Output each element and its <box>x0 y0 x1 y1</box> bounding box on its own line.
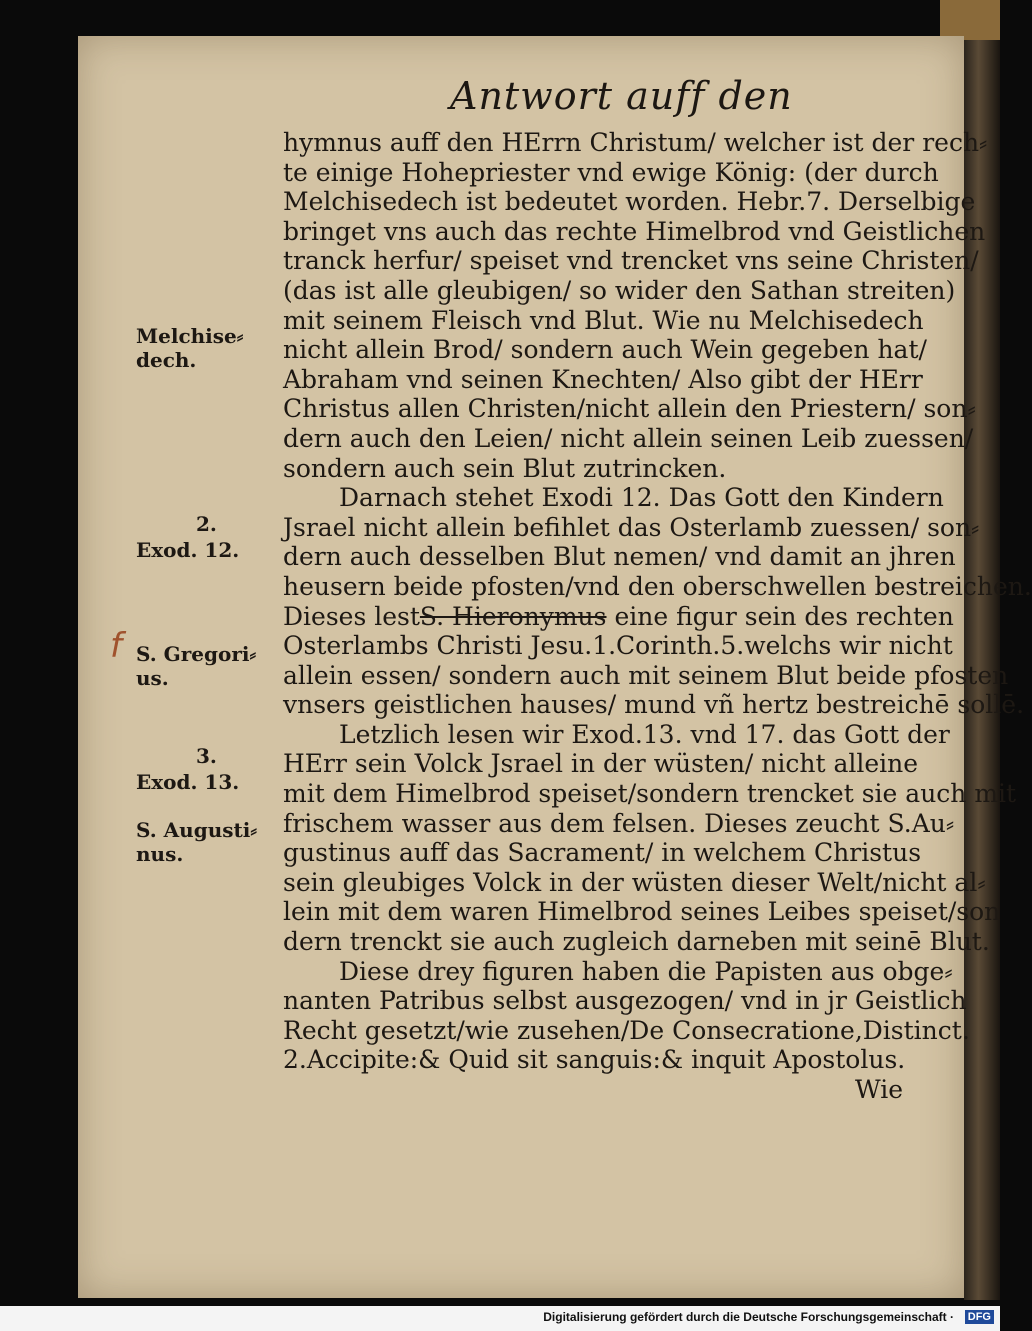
text-line: te einige Hohepriester vnd ewige König: (der durch <box>283 157 939 187</box>
text-line: sein gleubiges Volck in der wüsten dieser Welt/nicht al⸗ <box>283 867 986 897</box>
margin-note-exod-12: Exod. 12. <box>136 538 240 562</box>
text-line-paragraph-start: Letzlich lesen wir Exod.13. vnd 17. das Gott der <box>339 719 950 749</box>
text-line: gustinus auff das Sacrament/ in welchem Christus <box>283 838 922 868</box>
text-line: Melchisedech ist bedeutet worden. Hebr.7. Derselbige <box>283 187 976 217</box>
text-line: nicht allein Brod/ sondern auch Wein gegeben hat/ <box>283 335 927 365</box>
text-line: lein mit dem waren Himelbrod seines Leibes speiset/son <box>283 897 1001 927</box>
text-line: dern auch den Leien/ nicht allein seinen Leib zuessen/ <box>283 423 974 453</box>
text-line: heusern beide pfosten/vnd den oberschwellen bestreichen. <box>283 571 1032 601</box>
text-line: Recht gesetzt/wie zusehen/De Consecratione,Distinct. <box>283 1015 970 1045</box>
catchword: Wie <box>854 1075 903 1104</box>
margin-note-gregorius: S. Gregori⸗ us. <box>136 642 257 690</box>
margin-note-number-3: 3. <box>196 744 217 768</box>
text-line: Christus allen Christen/nicht allein den Priestern/ son⸗ <box>283 394 976 424</box>
margin-note-melchisedech: Melchise⸗ dech. <box>136 324 244 372</box>
text-line: Dieses lestS. Hieronymus eine figur sein des rechten <box>283 601 954 631</box>
text-line: nanten Patribus selbst ausgezogen/ vnd in jr Geistlich <box>283 986 967 1016</box>
footer-credit: Digitalisierung gefördert durch die Deutsche Forschungsgemeinschaft · <box>543 1310 954 1324</box>
text-line: hymnus auff den HErrn Christum/ welcher ist der rech⸗ <box>283 128 988 157</box>
text-line: Osterlambs Christi Jesu.1.Corinth.5.welchs wir nicht <box>283 631 953 661</box>
text-line: dern auch desselben Blut nemen/ vnd damit an jhren <box>283 542 956 572</box>
text-line: mit dem Himelbrod speiset/sondern trencket sie auch mit <box>283 779 1017 809</box>
text-line: (das ist alle gleubigen/ so wider den Sathan streiten) <box>283 275 956 305</box>
handwritten-mark: f <box>110 626 122 666</box>
text-line: allein essen/ sondern auch mit seinem Blut beide pfosten <box>283 660 1009 690</box>
footer-bar <box>0 1306 1000 1331</box>
text-line: Jsrael nicht allein befihlet das Osterlamb zuessen/ son⸗ <box>283 512 980 542</box>
text-line: frischem wasser aus dem felsen. Dieses zeucht S.Au⸗ <box>283 808 955 838</box>
struck-through-text: S. Hieronymus <box>419 601 607 631</box>
text-line-paragraph-start: Diese drey figuren haben die Papisten aus obge⸗ <box>339 956 953 986</box>
text-line: tranck herfur/ speiset vnd trencket vns seine Christen/ <box>283 246 979 276</box>
margin-note-number-2: 2. <box>196 512 217 536</box>
text-line: mit seinem Fleisch vnd Blut. Wie nu Melchisedech <box>283 305 924 335</box>
text-line: bringet vns auch das rechte Himelbrod vnd Geistlichen <box>283 216 986 246</box>
running-head: Antwort auff den <box>450 74 793 118</box>
text-line: sondern auch sein Blut zutrincken. <box>283 453 727 483</box>
margin-note-augustinus: S. Augusti⸗ nus. <box>136 818 257 866</box>
text-line: vnsers geistlichen hauses/ mund vñ hertz bestreichē sollē. <box>283 690 1025 720</box>
page-corner-stain <box>940 0 1000 40</box>
margin-note-exod-13: Exod. 13. <box>136 770 240 794</box>
text-line: Abraham vnd seinen Knechten/ Also gibt der HErr <box>283 364 923 394</box>
text-line-paragraph-start: Darnach stehet Exodi 12. Das Gott den Kindern <box>339 483 944 513</box>
dfg-logo[interactable]: DFG <box>965 1310 994 1324</box>
text-line: HErr sein Volck Jsrael in der wüsten/ nicht alleine <box>283 749 919 779</box>
text-line: 2.Accipite:& Quid sit sanguis:& inquit Apostolus. <box>283 1045 906 1075</box>
text-line: dern trenckt sie auch zugleich darneben mit seinē Blut. <box>283 927 990 957</box>
body-text <box>283 128 1032 1105</box>
